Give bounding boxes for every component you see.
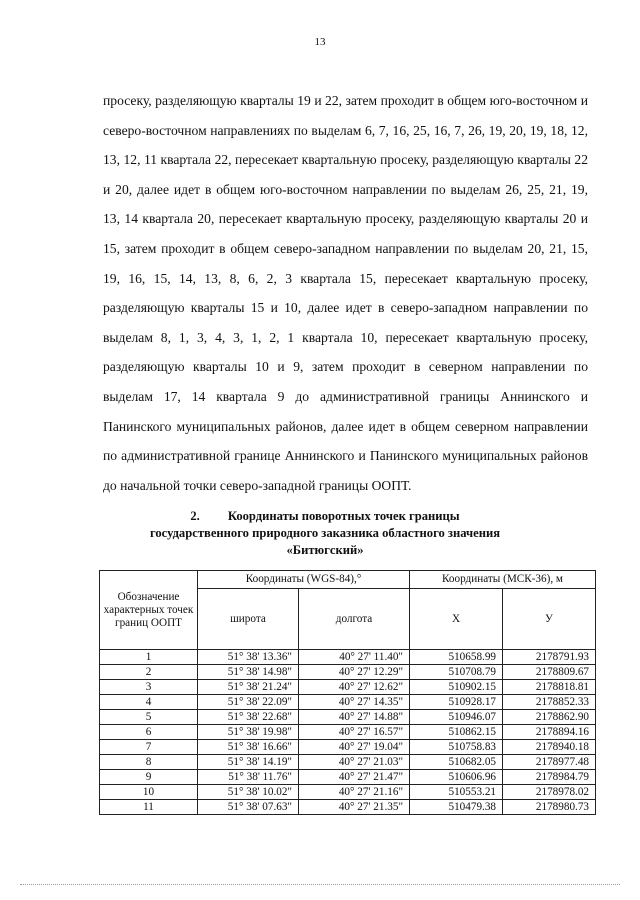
section-title-line-2: государственного природного заказника областного значения [149,526,501,540]
cell-x: 510902.15 [410,680,503,695]
cell-point-number: 11 [100,800,198,815]
section-title-line-1: Координаты поворотных точек границы [227,509,460,523]
cell-x: 510606.96 [410,770,503,785]
cell-x: 510479.38 [410,800,503,815]
cell-y: 2178894.16 [503,725,596,740]
cell-latitude: 51° 38' 07.63" [198,800,299,815]
cell-y: 2178852.33 [503,695,596,710]
boundary-description-paragraph: просеку, разделяющую кварталы 19 и 22, затем проходит в общем юго-восточном и северо-восточном направлениях по выделам 6, 7, 16, 25, 16, 7, 26, 19, 20, 19, 18, 12, 13, 12, 11 квартала 22, пересекает квартальную просеку, разделяющую кварталы 22 и 20, далее идет в общем юго-восточном направлении по выделам 26, 25, 21, 19, 13, 14 квартала 20, пересекает квартальную просеку, разделяющую кварталы 20 и 15, затем проходит в общем северо-западном направлении по выделам 20, 21, 15, 19, 16, 15, 14, 13, 8, 6, 2, 3 квартала 15, пересекает квартальную просеку, разделяющую кварталы 15 и 10, далее идет в северо-западном направлении по выделам 8, 1, 3, 4, 3, 1, 2, 1 квартала 10, пересекает квартальную просеку, разделяющую кварталы 10 и 9, затем проходит в северном направлении по выделам 17, 14 квартала 9 до административной границы Аннинского и Панинского муниципальных районов, далее идет в общем северном направлении по административной границе Аннинского и Панинского муниципальных районов до начальной точки северо-западной границы ООПТ. [103,93,588,493]
cell-longitude: 40° 27' 21.16" [299,785,410,800]
cell-x: 510946.07 [410,710,503,725]
cell-longitude: 40° 27' 19.04" [299,740,410,755]
cell-point-number: 1 [100,650,198,665]
cell-point-number: 6 [100,725,198,740]
column-group-wgs84: Координаты (WGS-84),° [198,571,410,589]
cell-y: 2178984.79 [503,770,596,785]
cell-x: 510758.83 [410,740,503,755]
cell-y: 2178809.67 [503,665,596,680]
cell-longitude: 40° 27' 12.62" [299,680,410,695]
cell-longitude: 40° 27' 21.03" [299,755,410,770]
table-row [100,680,596,695]
table-row [100,740,596,755]
cell-x: 510708.79 [410,665,503,680]
table-row [100,785,596,800]
cell-point-number: 10 [100,785,198,800]
cell-y: 2178940.18 [503,740,596,755]
column-header-latitude: широта [198,589,299,650]
cell-x: 510553.21 [410,785,503,800]
coordinates-table [99,570,596,815]
table-header-row [100,571,596,589]
cell-longitude: 40° 27' 14.88" [299,710,410,725]
cell-point-number: 2 [100,665,198,680]
cell-point-number: 9 [100,770,198,785]
cell-y: 2178978.02 [503,785,596,800]
column-header-point: Обозначение характерных точек границ ООПТ [100,571,198,650]
cell-latitude: 51° 38' 14.98" [198,665,299,680]
body-text [103,86,588,500]
cell-latitude: 51° 38' 14.19" [198,755,299,770]
cell-latitude: 51° 38' 22.09" [198,695,299,710]
cell-point-number: 4 [100,695,198,710]
cell-y: 2178862.90 [503,710,596,725]
cell-y: 2178977.48 [503,755,596,770]
cell-latitude: 51° 38' 11.76" [198,770,299,785]
cell-y: 2178980.73 [503,800,596,815]
cell-latitude: 51° 38' 21.24" [198,680,299,695]
section-heading [90,508,560,559]
section-title-line-3: «Битюгский» [286,543,364,557]
table-row [100,665,596,680]
cell-point-number: 3 [100,680,198,695]
page-number: 13 [314,36,326,48]
cell-x: 510862.15 [410,725,503,740]
cell-latitude: 51° 38' 19.98" [198,725,299,740]
column-group-msk36: Координаты (МСК-36), м [410,571,596,589]
column-header-y: У [503,589,596,650]
cell-latitude: 51° 38' 10.02" [198,785,299,800]
table-row [100,710,596,725]
cell-latitude: 51° 38' 22.68" [198,710,299,725]
cell-x: 510682.05 [410,755,503,770]
table-row [100,650,596,665]
cell-y: 2178818.81 [503,680,596,695]
cell-x: 510658.99 [410,650,503,665]
bottom-edge-line [20,884,620,885]
cell-point-number: 5 [100,710,198,725]
table-row [100,770,596,785]
table-body [100,650,596,815]
cell-x: 510928.17 [410,695,503,710]
cell-y: 2178791.93 [503,650,596,665]
table-row [100,725,596,740]
cell-longitude: 40° 27' 16.57" [299,725,410,740]
cell-point-number: 7 [100,740,198,755]
section-heading-line-1 [90,508,560,525]
cell-latitude: 51° 38' 16.66" [198,740,299,755]
cell-longitude: 40° 27' 21.35" [299,800,410,815]
cell-latitude: 51° 38' 13.36" [198,650,299,665]
cell-longitude: 40° 27' 14.35" [299,695,410,710]
section-number: 2. [190,509,200,523]
table-row [100,800,596,815]
column-header-x: X [410,589,503,650]
cell-longitude: 40° 27' 12.29" [299,665,410,680]
cell-point-number: 8 [100,755,198,770]
cell-longitude: 40° 27' 21.47" [299,770,410,785]
cell-longitude: 40° 27' 11.40" [299,650,410,665]
column-header-longitude: долгота [299,589,410,650]
table-row [100,755,596,770]
table-row [100,695,596,710]
